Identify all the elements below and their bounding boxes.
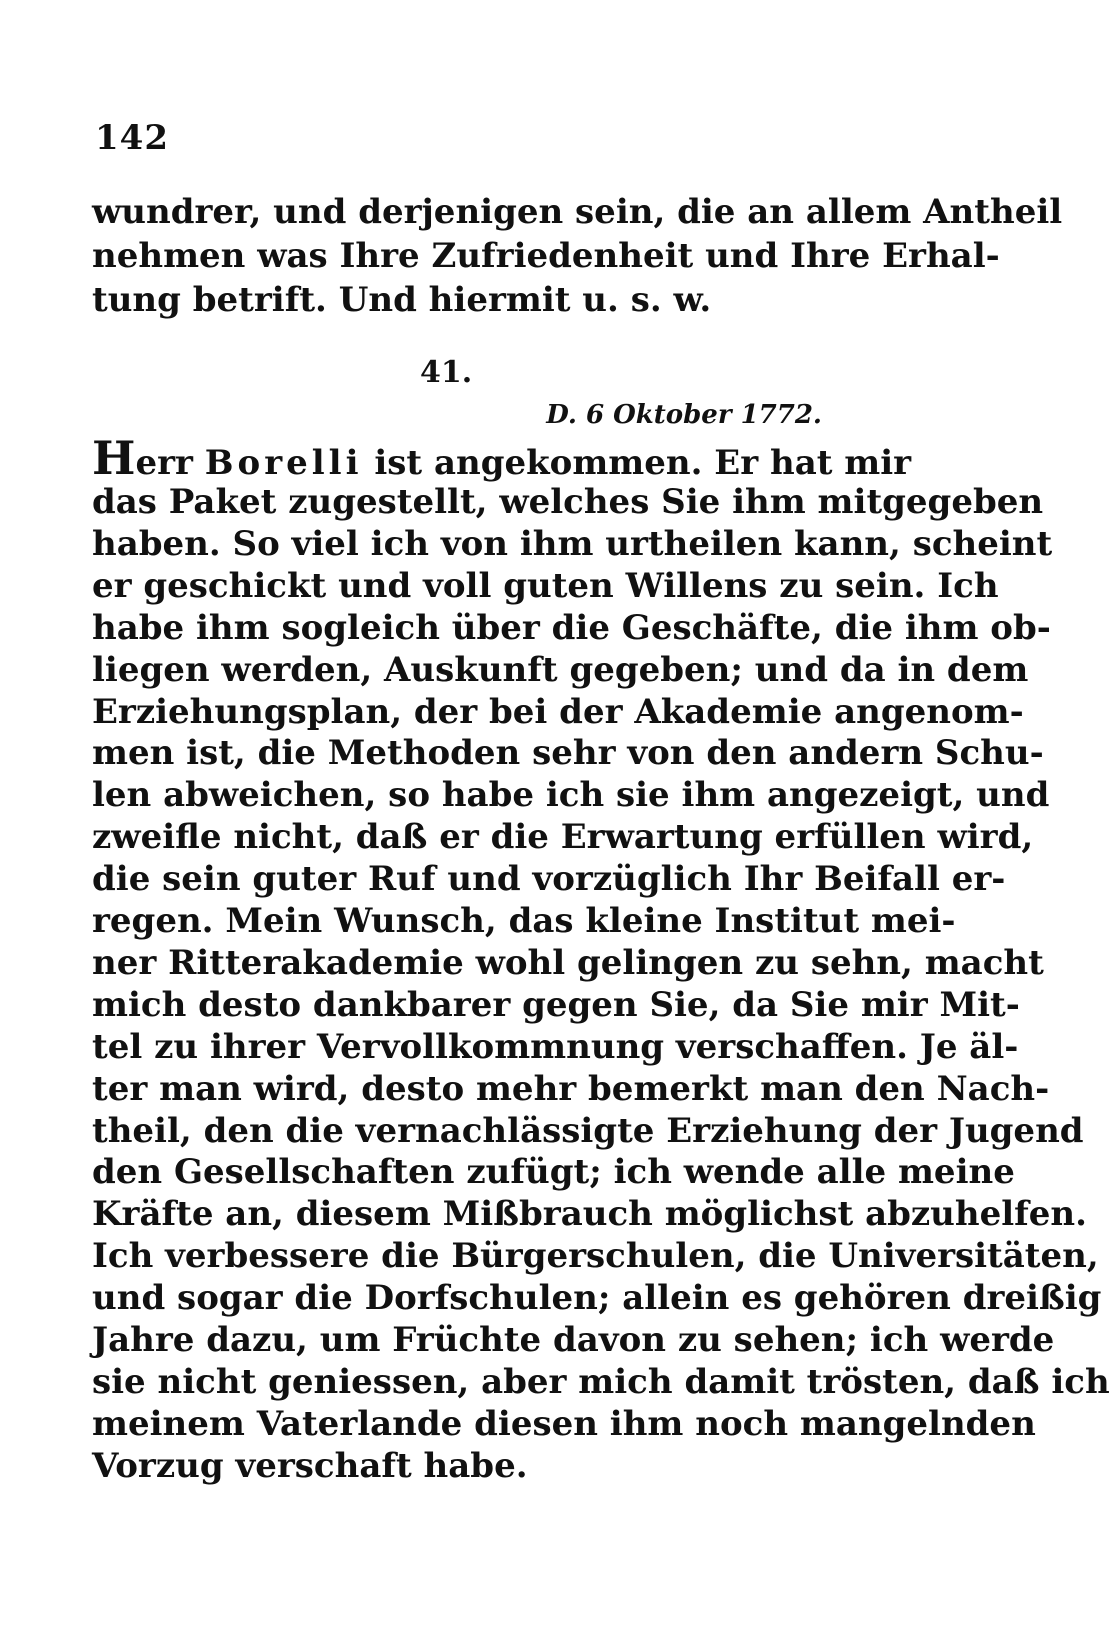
letter-line: Ich verbessere die Bürgerschulen, die Universitäten, [92, 1236, 1099, 1277]
letter-line: ner Ritterakademie wohl gelingen zu sehn, macht [92, 942, 1044, 983]
letter-line: den Gesellschaften zufügt; ich wende alle meine [92, 1152, 1015, 1193]
letter-line: und sogar die Dorfschulen; allein es gehören dreißig [92, 1278, 1102, 1319]
letter-line: Kräfte an, diesem Mißbrauch möglichst abzuhelfen. [92, 1194, 1087, 1235]
letter-line: mich desto dankbarer gegen Sie, da Sie mir Mit- [92, 984, 1020, 1025]
letter-line: len abweichen, so habe ich sie ihm angezeigt, und [92, 775, 1050, 816]
letter-line: Jahre dazu, um Früchte davon zu sehen; ich werde [92, 1320, 1055, 1360]
greeting-rest: err [135, 443, 193, 483]
letter-line: ter man wird, desto mehr bemerkt man den Nach- [92, 1068, 1050, 1109]
letter-first-line [92, 431, 912, 485]
continuation-line: tung betrift. Und hiermit u. s. w. [92, 280, 712, 320]
person-name: Borelli [204, 443, 363, 483]
letter-line: Erziehungsplan, der bei der Akademie angenom- [92, 691, 1024, 732]
letter-line: liegen werden, Auskunft gegeben; und da in dem [92, 649, 1029, 690]
letter-last-line: Vorzug verschaft habe. [92, 1445, 528, 1486]
drop-initial: H [92, 431, 136, 485]
letter-line: sie nicht geniessen, aber mich damit trösten, daß ich [92, 1361, 1110, 1402]
first-line-rest: ist angekommen. Er hat mir [374, 443, 912, 483]
letter-line: zweifle nicht, daß er die Erwartung erfüllen wird, [92, 817, 1034, 858]
continuation-line: wundrer, und derjenigen sein, die an allem Antheil [92, 192, 1063, 232]
letter-line: habe ihm sogleich über die Geschäfte, die ihm ob- [92, 607, 1051, 648]
letter-number: 41. [420, 355, 473, 390]
letter-line: er geschickt und voll guten Willens zu sein. Ich [92, 565, 999, 606]
letter-date: D. 6 Oktober 1772. [546, 400, 822, 430]
letter-line: tel zu ihrer Vervollkommnung verschaffen. Je äl- [92, 1026, 1019, 1067]
letter-line: haben. So viel ich von ihm urtheilen kann, scheint [92, 523, 1053, 564]
page-number: 142 [95, 118, 169, 158]
letter-line: men ist, die Methoden sehr von den andern Schu- [92, 733, 1044, 774]
letter-line: das Paket zugestellt, welches Sie ihm mitgegeben [92, 482, 1044, 522]
letter-line: die sein guter Ruf und vorzüglich Ihr Beifall er- [92, 859, 1006, 900]
letter-line: theil, den die vernachlässigte Erziehung der Jugend [92, 1110, 1084, 1151]
letter-line: meinem Vaterlande diesen ihm noch mangelnden [92, 1403, 1036, 1444]
letter-line: regen. Mein Wunsch, das kleine Institut mei- [92, 901, 956, 941]
continuation-line: nehmen was Ihre Zufriedenheit und Ihre Erhal- [92, 236, 1000, 276]
